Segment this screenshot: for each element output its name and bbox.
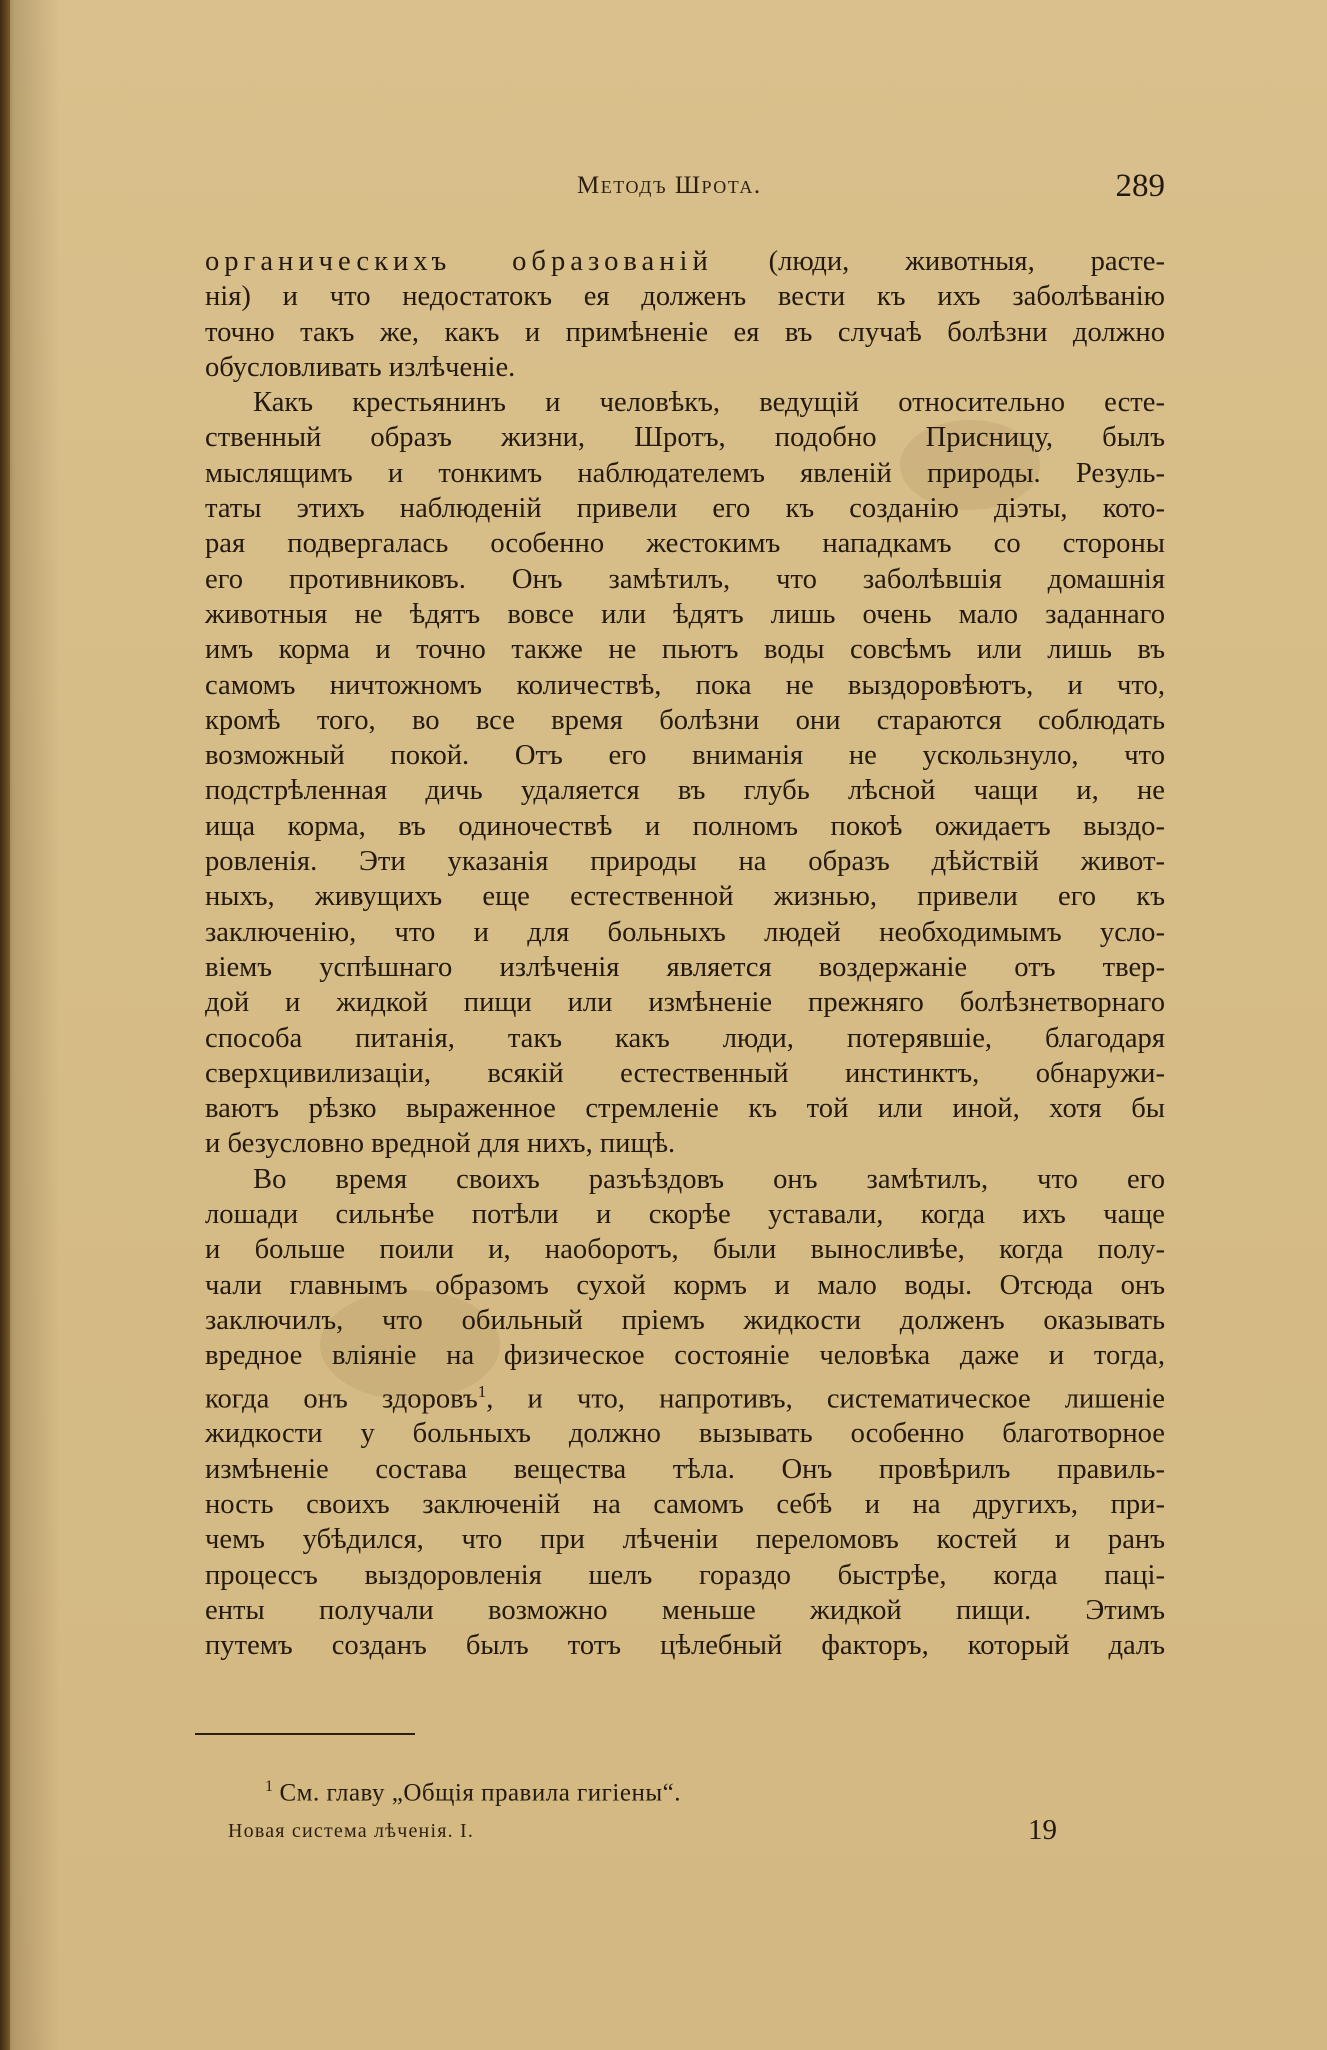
book-spine-shadow (0, 0, 10, 2050)
text-line: его противниковъ. Онъ замѣтилъ, что заболѣвшія домашнія (205, 563, 1165, 595)
text-line: путемъ созданъ былъ тотъ цѣлебный факторъ, который далъ (205, 1630, 1165, 1662)
text-line: обусловливать излѣченіе. (205, 351, 516, 383)
text-line: лошади сильнѣе потѣли и скорѣе уставали, когда ихъ чаще (205, 1199, 1165, 1231)
text-line: рая подвергалась особенно жестокимъ нападкамъ со стороны (205, 528, 1165, 560)
paragraph-start: Во время своихъ разъѣздовъ онъ замѣтилъ, что его (253, 1163, 1165, 1195)
text-line: мыслящимъ и тонкимъ наблюдателемъ явленій природы. Резуль- (205, 457, 1165, 489)
signature-line (228, 1814, 1057, 1852)
text-line: ственный образъ жизни, Шротъ, подобно Присницу, былъ (205, 422, 1165, 454)
text-line: жидкости у больныхъ должно вызывать особенно благотворное (205, 1418, 1165, 1450)
text-line: имъ корма и точно также не пьютъ воды совсѣмъ или лишь въ (205, 634, 1165, 666)
text-line: самомъ ничтожномъ количествѣ, пока не выздоровѣютъ, и что, (205, 669, 1165, 701)
text-line: способа питанія, такъ какъ люди, потерявшіе, благодаря (205, 1022, 1165, 1054)
paragraph-start: Какъ крестьянинъ и человѣкъ, ведущій относительно есте- (253, 387, 1165, 419)
signature-mark: 19 (1028, 1814, 1057, 1846)
text-line: точно такъ же, какъ и примѣненіе ея въ случаѣ болѣзни должно (205, 316, 1165, 348)
text-line: и больше поили и, наоборотъ, были выносливѣе, когда полу- (205, 1234, 1165, 1266)
text-line (205, 244, 1165, 279)
text-line-start: когда онъ здоровъ (205, 1383, 478, 1415)
text-line: ваютъ рѣзко выраженное стремленіе къ той или иной, хотя бы (205, 1093, 1165, 1125)
text-line: и безусловно вредной для нихъ, пищѣ. (205, 1128, 676, 1160)
footnote-marker: 1 (265, 1778, 274, 1795)
footnote-divider (195, 1733, 415, 1735)
text-line: процессъ выздоровленія шелъ гораздо быстрѣе, когда паці- (205, 1559, 1165, 1591)
text-line: чемъ убѣдился, что при лѣченіи переломовъ костей и ранъ (205, 1524, 1165, 1556)
text-line (205, 1374, 1165, 1417)
running-title: Методъ Шрота. (577, 172, 762, 199)
text-line: животныя не ѣдятъ вовсе или ѣдятъ лишь очень мало заданнаго (205, 598, 1165, 630)
text-line: вредное вліяніе на физическое состояніе человѣка даже и тогда, (205, 1340, 1165, 1372)
text-line: дой и жидкой пищи или измѣненіе прежняго болѣзнетворнаго (205, 987, 1165, 1019)
text-line: заключенію, что и для больныхъ людей необходимымъ усло- (205, 916, 1165, 948)
text-line-rest: , и что, напротивъ, систематическое лишеніе (486, 1383, 1165, 1415)
footnote (265, 1778, 681, 1807)
page-header (205, 168, 1165, 212)
text-line: кромѣ того, во все время болѣзни они стараются соблюдать (205, 704, 1165, 736)
text-line: віемъ успѣшнаго излѣченія является воздержаніе отъ твер- (205, 951, 1165, 983)
text-line: сверхцивилизаціи, всякій естественный инстинктъ, обнаружи- (205, 1057, 1165, 1089)
text-line: ища корма, въ одиночествѣ и полномъ покоѣ ожидаетъ выздо- (205, 810, 1165, 842)
text-line: нія) и что недостатокъ ея долженъ вести къ ихъ заболѣванію (205, 281, 1165, 313)
emphasized-term: органическихъ образованій (205, 246, 713, 277)
footnote-text: См. главу „Общія правила гигіены“. (279, 1779, 681, 1807)
text-line: енты получали возможно меньше жидкой пищи. Этимъ (205, 1594, 1165, 1626)
page-number: 289 (1115, 168, 1165, 204)
text-line: возможный покой. Отъ его вниманія не ускользнуло, что (205, 740, 1165, 772)
text-line: ныхъ, живущихъ еще естественной жизнью, привели его къ (205, 881, 1165, 913)
text-line: измѣненіе состава вещества тѣла. Онъ провѣрилъ правиль- (205, 1453, 1165, 1485)
text-line: таты этихъ наблюденій привели его къ созданію діэты, кото- (205, 493, 1165, 525)
text-line: заключилъ, что обильный пріемъ жидкости долженъ оказывать (205, 1304, 1165, 1336)
footnote-reference: 1 (477, 1381, 487, 1401)
body-text (205, 244, 1165, 1663)
text-line: подстрѣленная дичь удаляется въ глубь лѣсной чащи и, не (205, 775, 1165, 807)
text-line: ровленія. Эти указанія природы на образъ дѣйствій живот- (205, 846, 1165, 878)
text-line: чали главнымъ образомъ сухой кормъ и мало воды. Отсюда онъ (205, 1269, 1165, 1301)
text-line: ность своихъ заключеній на самомъ себѣ и на другихъ, при- (205, 1488, 1165, 1520)
text-line-rest: (люди, животныя, расте- (712, 246, 1165, 277)
signature-title: Новая система лѣченія. I. (228, 1820, 475, 1842)
